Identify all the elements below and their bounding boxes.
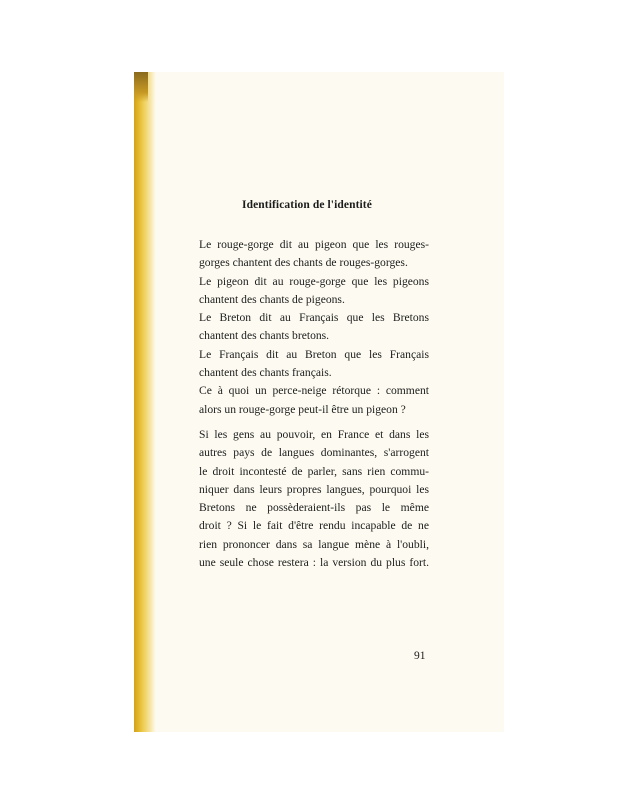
text-line: Le Breton dit au Français que les Bretons — [199, 311, 429, 325]
text-line: Bretons ne possèderaient-ils pas le même — [199, 501, 429, 515]
text-line: gorges chantent des chants de rouges-gorges. — [199, 256, 408, 270]
text-line: rien prononcer dans sa langue mène à l'oubli, — [199, 537, 429, 551]
text-line: autres pays de langues dominantes, s'arrogent — [199, 446, 429, 460]
text-line: le droit incontesté de parler, sans rien commu- — [199, 464, 429, 478]
text-line: Le Français dit au Breton que les Français — [199, 347, 429, 361]
text-line: Le rouge-gorge dit au pigeon que les rouges- — [199, 238, 429, 251]
text-line: chantent des chants de pigeons. — [199, 292, 345, 306]
text-line: chantent des chants français. — [199, 366, 332, 380]
text-line: Si les gens au pouvoir, en France et dans les — [199, 428, 429, 441]
chapter-title: Identification de l'identité — [242, 199, 372, 211]
text-line: niquer dans leurs propres langues, pourquoi les — [199, 482, 429, 496]
text-line: Ce à quoi un perce-neige rétorque : comment — [199, 384, 429, 398]
text-line: droit ? Si le fait d'être rendu incapable de ne — [199, 519, 429, 533]
text-line: alors un rouge-gorge peut-il être un pigeon ? — [199, 402, 406, 416]
text-line: une seule chose restera : la version du plus fort. — [199, 556, 429, 570]
poem-paragraph-1 — [199, 236, 429, 419]
text-line: chantent des chants bretons. — [199, 329, 330, 343]
page-number: 91 — [414, 650, 426, 662]
text-line: Le pigeon dit au rouge-gorge que les pigeons — [199, 274, 429, 288]
prose-paragraph-2 — [199, 426, 429, 572]
book-spine-dark-edge — [134, 72, 148, 102]
book-spine-shadow — [134, 72, 156, 732]
